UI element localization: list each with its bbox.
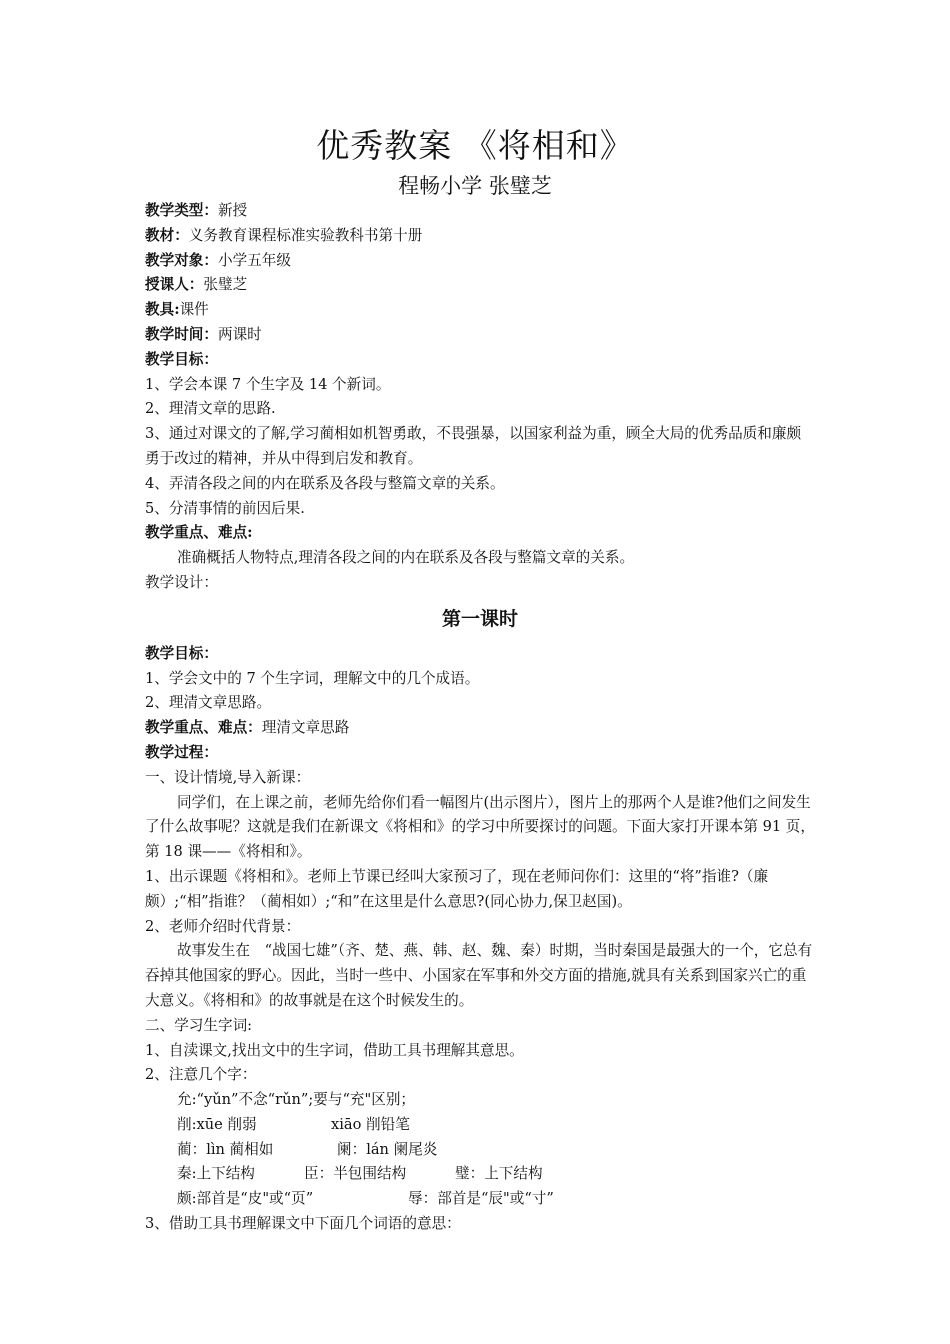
info-type: 教学类型：新授: [145, 202, 248, 219]
goal-item: 2、理清文章的思路.: [145, 400, 276, 418]
step1: 1、出示课题《将相和》。老师上节课已经叫大家预习了，现在老师问你们：这里的“将”指谁?（廉颇）;“相”指谁？（蔺相如）;“和”在这里是什么意思?(同心协力,保卫赵国)。: [145, 867, 769, 910]
info-target: 教学对象：小学五年级: [145, 251, 291, 269]
lesson-goals-heading: 教学目标：: [145, 644, 218, 662]
lesson-heading: 第一课时: [441, 607, 518, 630]
key-points-text: 准确概括人物特点,理清各段之间的内在联系及各段与整篇文章的关系。: [177, 549, 635, 567]
part2-step3: 3、借助工具书理解课文中下面几个词语的意思：: [145, 1215, 461, 1233]
info-time: 教学时间：两课时: [145, 325, 262, 343]
lesson-goal-item: 1、学会文中的 7 个生字词，理解文中的几个成语。: [145, 669, 480, 687]
info-material: 教材：义务教育课程标准实验教科书第十册: [145, 226, 423, 244]
part1-paragraph: 同学们，在上课之前，老师先给你们看一幅图片(出示图片），图片上的那两个人是谁?他们之间发生了什么故事呢？这就是我们在新课文《将相和》的学习中所要探讨的问题。下面大家打开课本第 91 页，第 18 课——《将相和》。: [145, 793, 815, 861]
char-note: 颇:部首是“皮"或“页” 辱：部首是“辰"或“寸”: [177, 1190, 554, 1208]
goal-item: 1、学会本课 7 个生字及 14 个新词。: [145, 375, 391, 393]
info-tools: 教具:课件: [145, 301, 209, 319]
goal-item: 3、通过对课文的了解,学习蔺相如机智勇敢，不畏强暴，以国家利益为重，顾全大局的优秀品质和廉颇勇于改过的精神，并从中得到启发和教育。: [145, 425, 802, 467]
document-subtitle: 程畅小学 张璧芝: [398, 174, 552, 198]
document-body: [145, 199, 815, 1237]
char-note: 削:xūe 削弱 xiāo 削铅笔: [177, 1115, 410, 1133]
key-points-heading: 教学重点、难点:: [145, 524, 253, 542]
char-note: 秦:上下结构 臣：半包围结构 璧：上下结构: [177, 1165, 543, 1183]
info-teacher: 授课人：张璧芝: [145, 276, 248, 294]
lesson-goal-item: 2、理清文章思路。: [145, 694, 272, 712]
part1-title: 一、设计情境,导入新课：: [145, 768, 311, 786]
part2-step2: 2、注意几个字：: [145, 1066, 257, 1084]
document-title: 优秀教案 《将相和》: [316, 126, 634, 165]
step2: 2、老师介绍时代背景：: [145, 917, 301, 935]
goal-item: 5、分清事情的前因后果.: [145, 499, 305, 517]
char-note: 允:“yǔn”不念“rǔn”;要与“充"区别；: [177, 1091, 416, 1109]
goal-item: 4、弄清各段之间的内在联系及各段与整篇文章的关系。: [145, 474, 505, 492]
goals-heading: 教学目标：: [145, 350, 218, 368]
design-label: 教学设计：: [145, 573, 218, 591]
background-paragraph: 故事发生在 “战国七雄”（齐、楚、燕、韩、赵、魏、秦）时期，当时秦国是最强大的一个，它总有吞掉其他国家的野心。因此，当时一些中、小国家在军事和外交方面的措施,就具有关系到国家兴亡的重大意义。《将相和》的故事就是在这个时候发生的。: [145, 942, 813, 1009]
part2-step1: 1、自渎课文,找出文中的生字词，借助工具书理解其意思。: [145, 1041, 524, 1059]
lesson-key-points: 教学重点、难点：理清文章思路: [145, 719, 350, 737]
part2-title: 二、学习生字词:: [145, 1016, 253, 1034]
char-note: 蔺：lìn 蔺相如 阑：lán 阑尾炎: [177, 1140, 438, 1158]
process-heading: 教学过程：: [145, 743, 218, 761]
